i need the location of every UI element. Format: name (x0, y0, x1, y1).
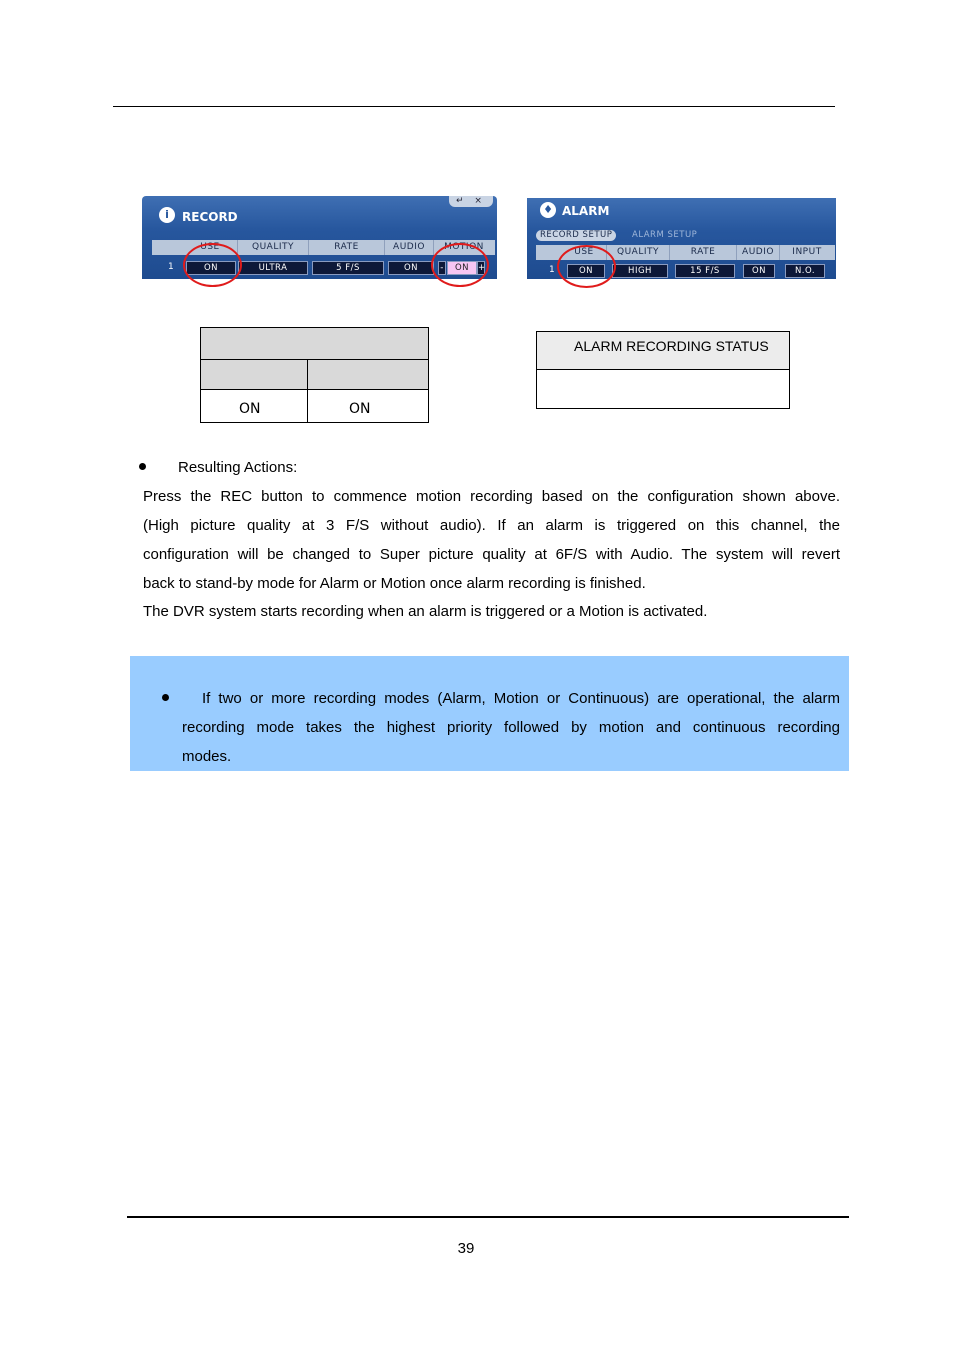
paragraph-line: The DVR system starts recording when an alarm is triggered or a Motion is activated. (143, 603, 708, 620)
header-rule (113, 106, 835, 107)
rate-value[interactable]: 5 F/S (312, 261, 384, 275)
header-audio: AUDIO (385, 240, 434, 255)
footer-rule (127, 1216, 849, 1218)
bullet-icon (162, 694, 169, 701)
quality-value[interactable]: ULTRA (238, 261, 308, 275)
camera-channel: 1 (549, 265, 555, 275)
info-icon: i (159, 207, 175, 223)
alarm-recording-status-table (536, 331, 790, 409)
highlight-circle-use (557, 245, 616, 288)
motion-value[interactable]: ON (447, 261, 477, 275)
table-divider (307, 360, 308, 422)
bullet-heading: Resulting Actions: (178, 459, 298, 476)
record-panel-title: RECORD (182, 210, 238, 224)
use-value[interactable]: ON (567, 264, 605, 278)
header-rate: RATE (670, 245, 737, 260)
table-cell-left: ON (239, 401, 261, 417)
audio-value[interactable]: ON (388, 261, 434, 275)
page-number: 39 (457, 1240, 475, 1257)
use-value[interactable]: ON (186, 261, 236, 275)
header-audio: AUDIO (737, 245, 780, 260)
header-input: INPUT (792, 247, 822, 257)
table-cell-right: ON (349, 401, 371, 417)
note-line: If two or more recording modes (Alarm, Motion or Continuous) are operational, the alarm (202, 690, 840, 707)
header-quality: QUALITY (238, 240, 309, 255)
highlight-circle-use (183, 243, 242, 287)
table-header-row (201, 328, 428, 360)
rate-value[interactable]: 15 F/S (675, 264, 735, 278)
quality-value[interactable]: HIGH (612, 264, 668, 278)
table-subheader-row (201, 360, 428, 390)
paragraph-line: configuration will be changed to Super picture quality at 6F/S with Audio. The system will revert (143, 546, 840, 563)
camera-channel: 1 (168, 262, 174, 272)
note-line: recording mode takes the highest priority followed by motion and continuous recording (182, 719, 840, 736)
audio-value[interactable]: ON (743, 264, 775, 278)
header-rate: RATE (309, 240, 385, 255)
highlight-circle-motion (431, 243, 489, 287)
note-box (130, 656, 849, 771)
header-quality: QUALITY (607, 245, 670, 260)
motion-minus-button[interactable]: - (438, 261, 446, 275)
alarm-panel-title: ALARM (562, 204, 610, 218)
note-line: modes. (182, 748, 232, 765)
paragraph-line: (High picture quality at 3 F/S without audio). If an alarm is triggered on this channel, the (143, 517, 840, 534)
alarm-bell-icon: ♦ (540, 202, 556, 218)
header-use: USE (562, 245, 607, 260)
table-header: ALARM RECORDING STATUS (537, 332, 789, 370)
tab-alarm-setup[interactable]: ALARM SETUP (632, 230, 698, 240)
paragraph-line: Press the REC button to commence motion recording based on the configuration shown above. (143, 488, 840, 505)
header-motion: MOTION (444, 242, 484, 252)
motion-status-table (200, 327, 429, 423)
window-buttons[interactable]: ↵ × (449, 196, 493, 207)
bullet-icon (139, 463, 146, 470)
table-row (201, 390, 428, 422)
input-value[interactable]: N.O. (785, 264, 825, 278)
tab-record-setup[interactable]: RECORD SETUP (536, 230, 616, 241)
header-use: USE (183, 240, 238, 255)
paragraph-line: back to stand-by mode for Alarm or Motion once alarm recording is finished. (143, 575, 646, 592)
motion-plus-button[interactable]: + (478, 263, 486, 273)
